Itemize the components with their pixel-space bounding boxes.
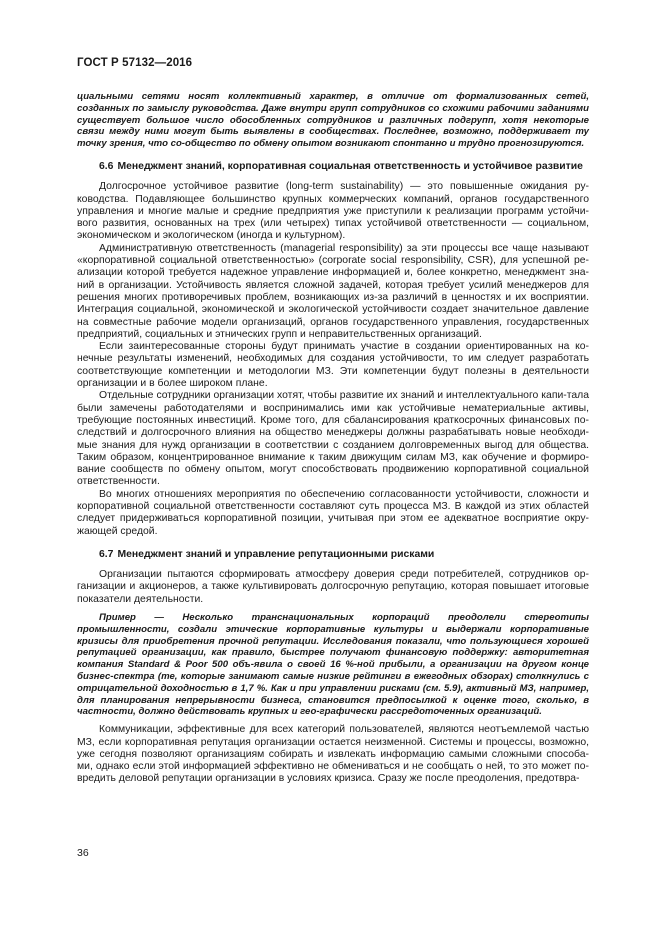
section-title: Менеджмент знаний и управление репутационными рисками xyxy=(117,548,435,560)
paragraph: Во многих отношениях мероприятия по обеспечению согласованности устойчивости, сложности и корпоративной социальной ответственности составляют суть процесса МЗ. В каждой из этих областей следует придерживаться корпоративной позиции, учитывая при этом ее адекватное восприятие окру-жающей средой. xyxy=(77,488,589,537)
page-number: 36 xyxy=(77,847,89,859)
section-6-6-heading xyxy=(77,161,589,173)
section-6-7-heading xyxy=(77,549,589,561)
paragraph: Отдельные сотрудники организации хотят, чтобы развитие их знаний и интеллектуального капи-тала были замечены работодателями и воспринимались ими как устойчивые нематериальные активы, требующие постоянных инвестиций. Кроме того, для сбалансирования краткосрочных финансовых по-следствий и долгосрочного влияния на общество менеджеры должны разрабатывать новые необходи-мые знания для нужд организации в соответствии с созданием долговременных выгод для общества. Таким образом, концентрированное внимание к таким движущим силам МЗ, как обучение и формиро-вание сообществ по обмену опытом, могут способствовать продвижению корпоративной социальной ответственности. xyxy=(77,390,589,488)
intro-paragraph: циальными сетями носят коллективный характер, в отличие от формализованных сетей, созданных по замыслу руководства. Даже внутри групп сотрудников со схожими рабочими заданиями существует большое число обособленных сотрудников и различных подгрупп, хотя некоторые связи между ними могут быть выявлены в сообществах. Последнее, возможно, поддерживает ту точку зрения, что со-общество по обмену опытом возникают спонтанно и трудно прогнозируются. xyxy=(77,91,589,150)
document-header: ГОСТ Р 57132—2016 xyxy=(77,57,193,69)
paragraph: Долгосрочное устойчивое развитие (long-term sustainability) — это повышенные ожидания ру-ководства. Подавляющее большинство крупных коммерческих компаний, органов государственного управления и многие малые и средние предприятия уже приступили к реализации программ устойчи-вого развития, основанных на трех (или четырех) типах устойчивой ответственности — социальном, экономическом и экологическом (иногда и культурном). xyxy=(77,181,589,242)
paragraph: Если заинтересованные стороны будут принимать участие в создании ориентированных на ко-нечные результаты изменений, необходимых для создания устойчивости, то им следует разработать соответствующие компетенции и методологии МЗ. Эти компетенции будут полезны в деятельности организации и в более широком плане. xyxy=(77,341,589,390)
section-number: 6.7 xyxy=(99,548,114,560)
section-number: 6.6 xyxy=(99,160,114,172)
paragraph: Административную ответственность (managerial responsibility) за эти процессы все чаще называют «корпоративной социальной ответственностью» (corporate social responsibility, CSR), для успешной ре-ализации которой требуется надежное управление информацией и, более конкретно, менеджмент зна-ний в организации. Устойчивость является сложной задачей, которая требует усилий менеджеров для решения многих противоречивых проблем, возникающих из-за различий в ценностях и их восприятии. Интеграция социальной, экономической и экологической устойчивости создает значительное давление на совместные рабочие модели организаций, органов государственного управления, государственных предприятий, социальных и этнических групп и неправительственных организаций. xyxy=(77,242,589,340)
paragraph: Организации пытаются сформировать атмосферу доверия среди потребителей, сотрудников ор-ганизации и акционеров, а также культивировать долгосрочную репутацию, которая повышает итоговые показатели деятельности. xyxy=(77,569,589,605)
section-title: Менеджмент знаний, корпоративная социальная ответственность и устойчивое развитие xyxy=(117,160,583,172)
paragraph: Коммуникации, эффективные для всех категорий пользователей, являются неотъемлемой частью МЗ, если корпоративная репутация организации остается неизменной. Системы и процессы, возможно, уже сегодня позволяют организациям собирать и извлекать информацию самыми сложными способа-ми, однако если этой информацией эффективно не обмениваться и не сообщать о ней, то это может по-вредить деловой репутации организации в условиях кризиса. Сразу же после преодоления, предотвра- xyxy=(77,724,589,785)
example-paragraph: Пример — Несколько транснациональных корпораций преодолели стереотипы промышленности, создали этические корпоративные культуры и выдержали корпоративные кризисы для приобретения прочной репутации. Исследования показали, что пользующиеся хорошей репутацией организации, как правило, быстрее получают финансовую поддержку: авторитетная компания Standard & Poor 500 объ-явила о своей 16 %-ной прибыли, а организации на другом конце бизнес-спектра (те, которые занимают самые низкие рейтинги в ежегодных обзорах) столкнулись с отрицательной доходностью в 1,7 %. Как и при управлении рисками (см. 5.9), активный МЗ, например, для планирования непрерывности бизнеса, становится предпосылкой к оценке того, сколько, в частности, должно действовать крупных и гео-графически рассредоточенных организаций. xyxy=(77,612,589,718)
page-content xyxy=(77,91,589,786)
